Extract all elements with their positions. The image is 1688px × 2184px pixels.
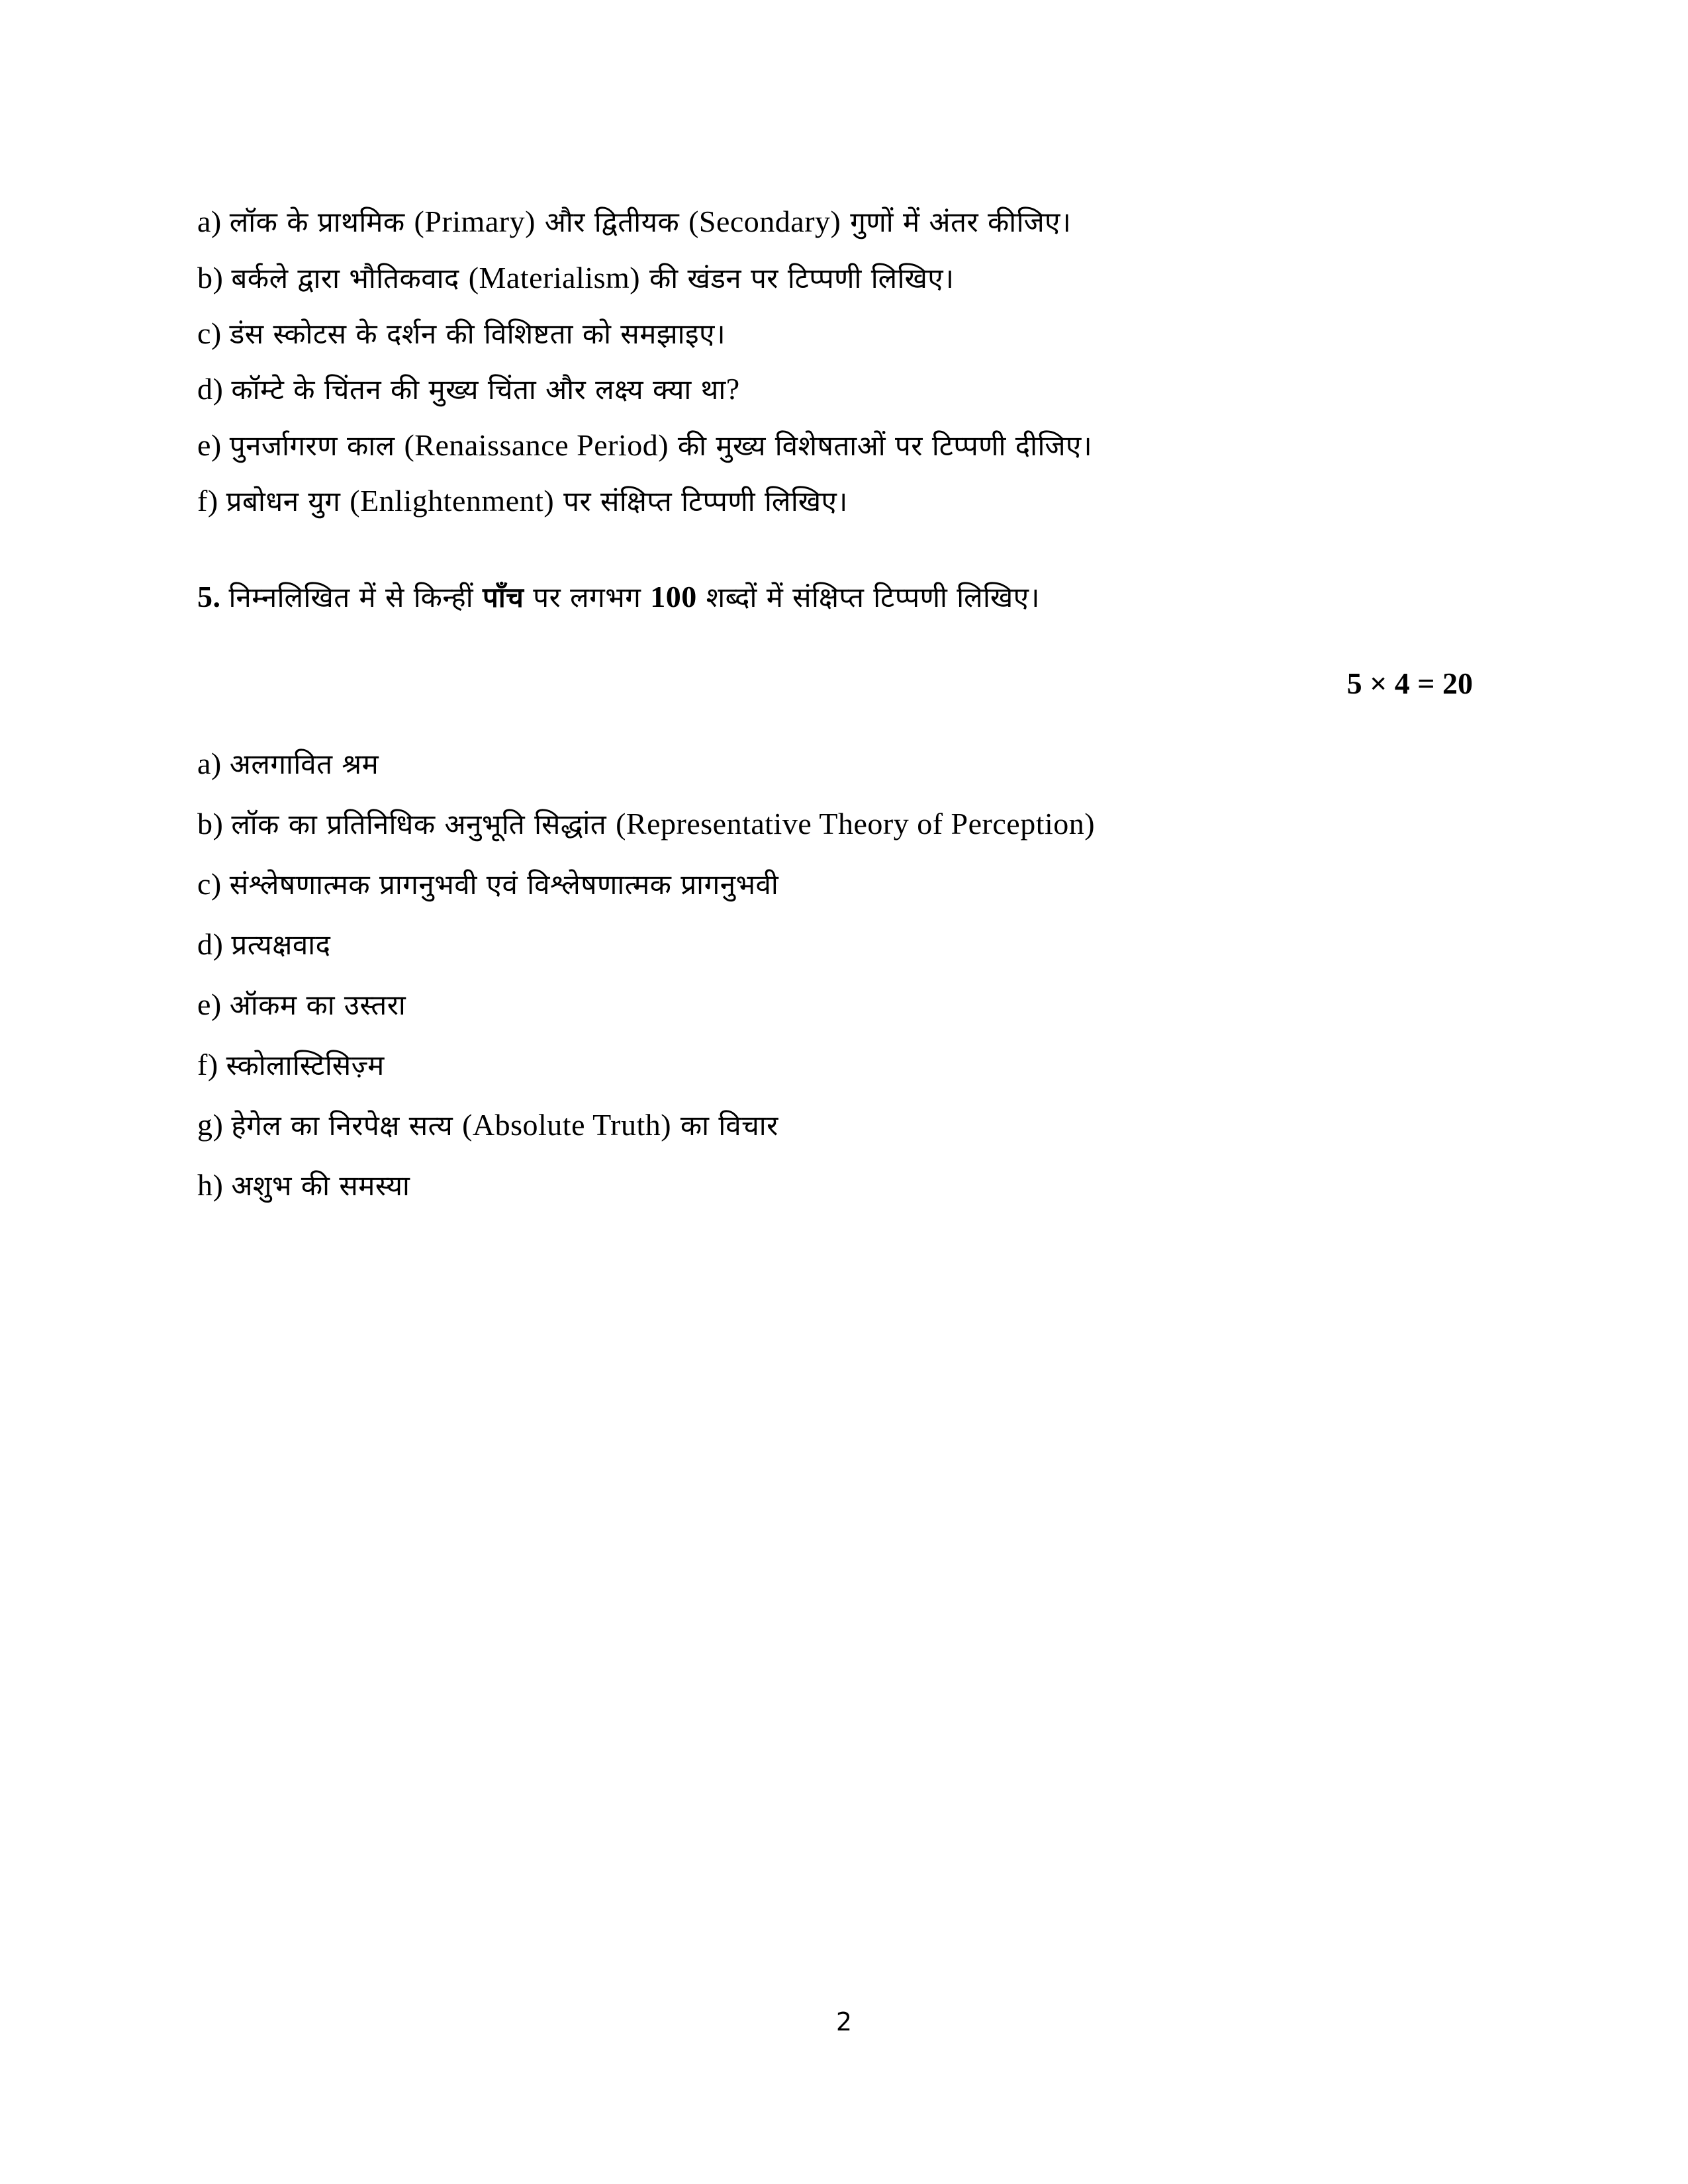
question-4e: e) पुनर्जागरण काल (Renaissance Period) की मुख्य विशेषताओं पर टिप्पणी दीजिए। [197, 428, 1093, 462]
item-label: b) [197, 807, 224, 841]
question-5h: h) अशुभ की समस्या [197, 1168, 410, 1202]
item-label: d) [197, 927, 224, 961]
item-label: c) [197, 867, 222, 901]
question-5f: f) स्कोलास्टिसिज़्म [197, 1048, 385, 1081]
word-count: 100 [650, 580, 697, 614]
item-label: e) [197, 428, 222, 462]
item-label: d) [197, 372, 224, 406]
item-label: a) [197, 747, 222, 780]
item-label: a) [197, 205, 222, 238]
question-5g: g) हेगेल का निरपेक्ष सत्य (Absolute Truth) का विचार [197, 1108, 778, 1142]
question-5-heading: 5. निम्नलिखित में से किन्हीं पाँच पर लगभग 100 शब्दों में संक्षिप्त टिप्पणी लिखिए। [197, 580, 1040, 614]
question-4b: b) बर्कले द्वारा भौतिकवाद (Materialism) की खंडन पर टिप्पणी लिखिए। [197, 261, 955, 295]
item-label: h) [197, 1168, 224, 1202]
marks-allocation: 5 × 4 = 20 [1346, 666, 1473, 700]
item-label: f) [197, 484, 218, 518]
question-number: 5. [197, 580, 221, 614]
page-number: 2 [835, 2007, 853, 2036]
question-5d: d) प्रत्यक्षवाद [197, 927, 331, 961]
question-5e: e) ऑकम का उस्तरा [197, 987, 406, 1021]
question-5c: c) संश्लेषणात्मक प्रागनुभवी एवं विश्लेषणात्मक प्रागनुभवी [197, 867, 779, 901]
question-5a: a) अलगावित श्रम [197, 747, 379, 780]
item-label: b) [197, 261, 224, 295]
item-label: c) [197, 316, 222, 350]
question-4f: f) प्रबोधन युग (Enlightenment) पर संक्षिप्त टिप्पणी लिखिए। [197, 484, 848, 518]
question-4a: a) लॉक के प्राथमिक (Primary) और द्वितीयक (Secondary) गुणों में अंतर कीजिए। [197, 205, 1072, 238]
item-label: e) [197, 987, 222, 1021]
question-4d: d) कॉम्टे के चिंतन की मुख्य चिंता और लक्ष्य क्या था? [197, 372, 740, 406]
item-label: f) [197, 1048, 218, 1081]
item-label: g) [197, 1108, 224, 1142]
question-5b: b) लॉक का प्रतिनिधिक अनुभूति सिद्धांत (Representative Theory of Perception) [197, 807, 1096, 841]
question-4c: c) डंस स्कोटस के दर्शन की विशिष्टता को समझाइए। [197, 316, 726, 350]
emphasis-five: पाँच [482, 581, 524, 614]
